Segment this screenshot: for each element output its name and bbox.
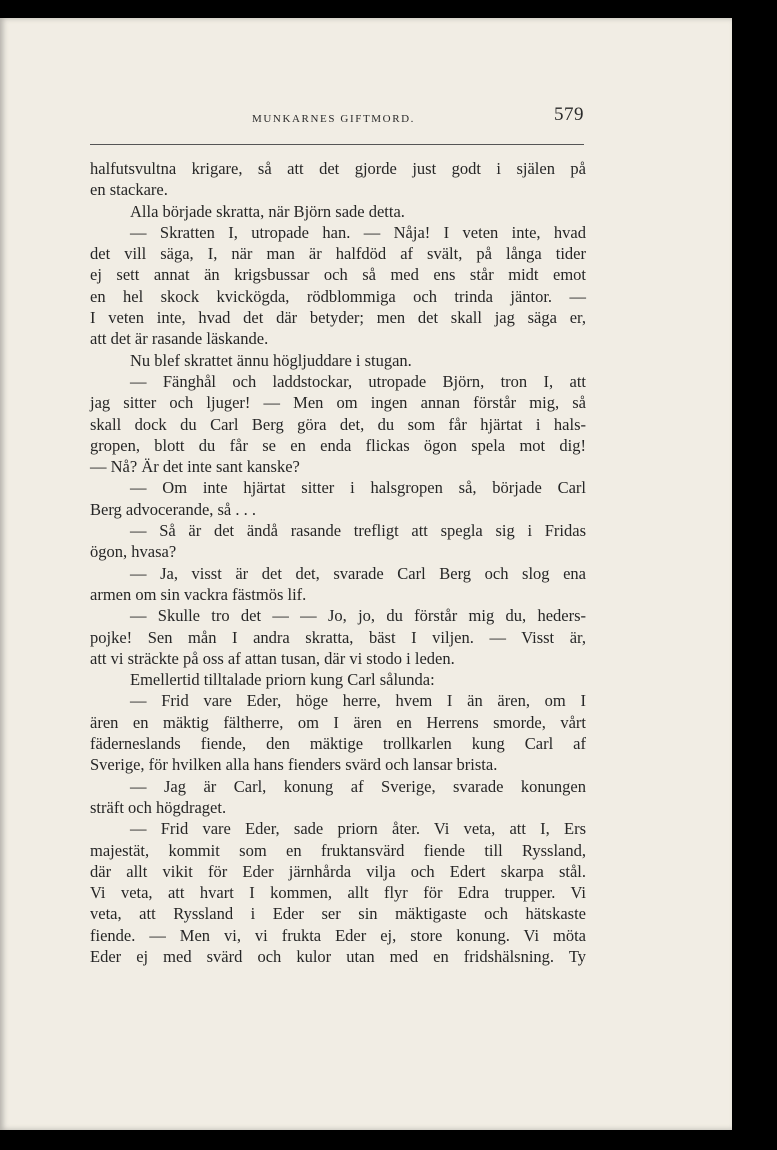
text-line: att vi sträckte på oss af attan tusan, där vi stodo i leden. xyxy=(90,648,455,668)
text-line: — Skulle tro det — — Jo, jo, du förstår mig du, heders- xyxy=(130,606,586,626)
text-line: — Frid vare Eder, sade priorn åter. Vi veta, att I, Ers xyxy=(130,819,586,839)
text-line: — Jag är Carl, konung af Sverige, svarade konungen xyxy=(130,776,586,796)
page-number: 579 xyxy=(554,104,584,125)
text-line: — Om inte hjärtat sitter i halsgropen så, började Carl xyxy=(130,478,586,498)
text-line: Nu blef skrattet ännu högljuddare i stugan. xyxy=(130,350,412,370)
text-line: Alla började skratta, när Björn sade detta. xyxy=(130,201,405,221)
text-line: en hel skock kvickögda, rödblommiga och trinda jäntor. — xyxy=(90,286,586,306)
text-line: sträft och högdraget. xyxy=(90,797,227,817)
text-line: majestät, kommit som en fruktansvärd fiende till Ryssland, xyxy=(90,840,586,860)
text-line: Eder ej med svärd och kulor utan med en fridshälsning. Ty xyxy=(90,946,586,966)
text-line: Sverige, för hvilken alla hans fienders svärd och lansar brista. xyxy=(90,755,498,775)
text-line: ej sett annat än krigsbussar och så med ens står midt emot xyxy=(90,265,586,285)
text-line: Emellertid tilltalade priorn kung Carl sålunda: xyxy=(130,670,435,690)
text-line: veta, att Ryssland i Eder ser sin mäktigaste och hätskaste xyxy=(90,904,586,924)
header-rule xyxy=(90,144,584,145)
text-line: — Nå? Är det inte sant kanske? xyxy=(90,457,300,477)
text-line: — Fänghål och laddstockar, utropade Björn, tron I, att xyxy=(130,371,586,391)
text-line: det vill säga, I, när man är halfdöd af svält, på långa tider xyxy=(90,244,586,264)
running-head-title: MUNKARNES GIFTMORD. xyxy=(252,113,416,125)
text-line: skall dock du Carl Berg göra det, du som får hjärtat i hals- xyxy=(90,414,586,434)
text-line: halfutsvultna krigare, så att det gjorde just godt i själen på xyxy=(90,159,586,178)
body-text xyxy=(90,158,586,967)
text-line: fäderneslands fiende, den mäktige trollkarlen kung Carl af xyxy=(90,734,586,754)
text-line: — Ja, visst är det det, svarade Carl Berg och slog ena xyxy=(130,563,586,583)
text-line: Berg advocerande, så . . . xyxy=(90,499,257,519)
text-line: Vi veta, att hvart I kommen, allt flyr för Edra trupper. Vi xyxy=(90,883,586,903)
text-line: fiende. — Men vi, vi frukta Eder ej, store konung. Vi möta xyxy=(90,925,586,945)
text-line: — Så är det ändå rasande trefligt att spegla sig i Fridas xyxy=(130,521,586,541)
text-line: ögon, hvasa? xyxy=(90,542,177,562)
text-line: där allt vikit för Eder järnhårda vilja och Edert skarpa stål. xyxy=(90,861,586,881)
text-line: jag sitter och ljuger! — Men om ingen annan förstår mig, så xyxy=(90,393,586,413)
running-head xyxy=(90,104,584,134)
text-line: I veten inte, hvad det där betyder; men det skall jag säga er, xyxy=(90,308,586,328)
text-line: att det är rasande läskande. xyxy=(90,329,269,349)
text-line: gropen, blott du får se en enda flickas ögon spela mot dig! xyxy=(90,435,586,455)
text-line: pojke! Sen mån I andra skratta, bäst I viljen. — Visst är, xyxy=(90,627,586,647)
text-line: ären en mäktig fältherre, om I ären en Herrens smorde, vårt xyxy=(90,712,586,732)
text-line: en stackare. xyxy=(90,180,168,200)
text-line: — Skratten I, utropade han. — Nåja! I veten inte, hvad xyxy=(130,222,586,242)
text-line: armen om sin vackra fästmös lif. xyxy=(90,584,307,604)
text-line: — Frid vare Eder, höge herre, hvem I än ären, om I xyxy=(130,691,586,711)
